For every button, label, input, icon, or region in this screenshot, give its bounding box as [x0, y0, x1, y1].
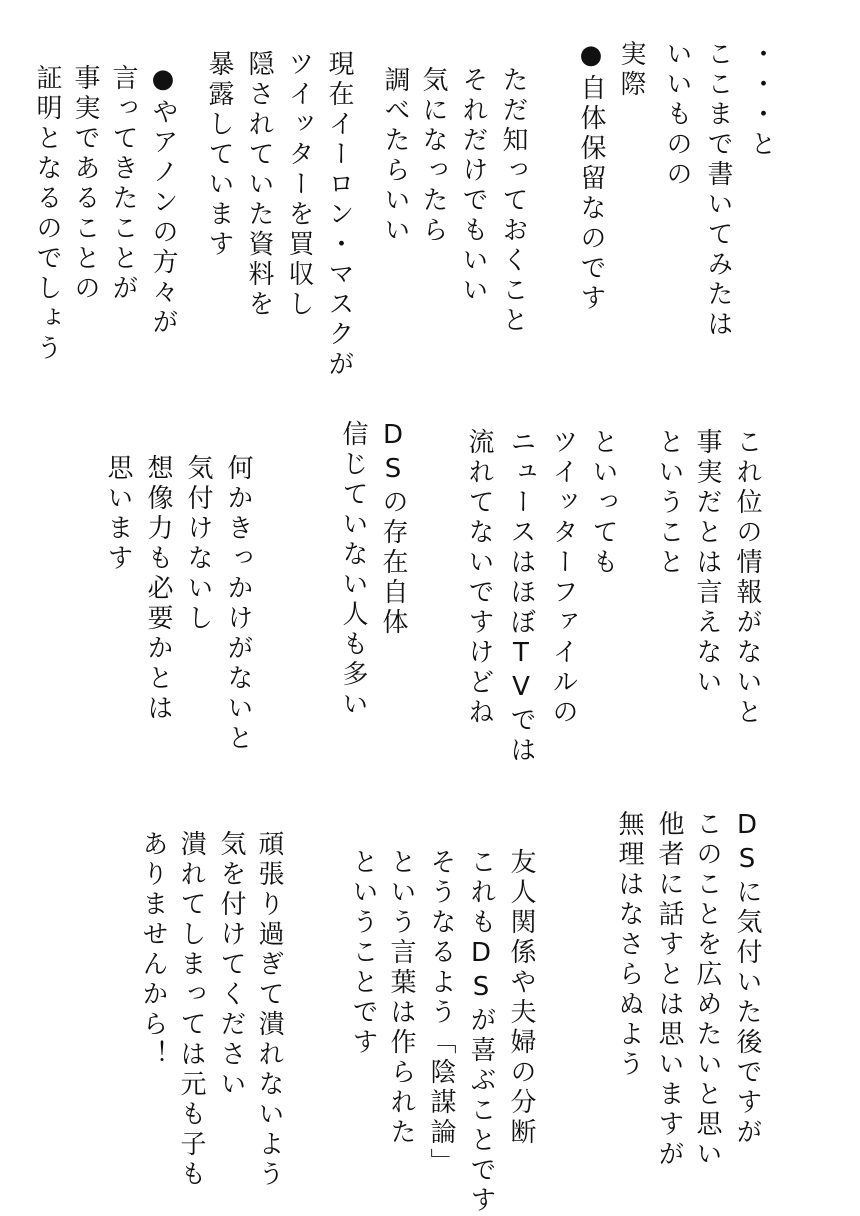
text-column: 気付けないし [183, 454, 213, 634]
text-block-3 [0, 800, 860, 1214]
text-column: 隠されていた資料を [244, 50, 274, 320]
text-column: ・・・と [746, 40, 776, 160]
text-column: 気になったら [418, 66, 448, 246]
text-column: 現在イーロン・マスクが [324, 50, 354, 380]
text-column: DSに気付いた後ですが [732, 810, 762, 1148]
text-column: 流れてないですけどね [464, 428, 494, 728]
text-column: といっても [588, 428, 618, 578]
text-column: 調べたらいい [380, 66, 410, 246]
text-column: それだけでもいい [458, 66, 488, 306]
text-column: 信じていない人も多い [338, 420, 368, 720]
text-column: 言ってきたことが [108, 64, 138, 304]
text-column: という言葉は作られた [386, 848, 416, 1148]
text-block-1 [0, 0, 860, 400]
text-column: いいものの [662, 40, 692, 190]
text-column: DSの存在自体 [378, 420, 408, 638]
text-column: これもDSが喜ぶことです [466, 848, 496, 1216]
text-column: ここまで書いてみたは [703, 40, 733, 340]
text-column: 他者に話すとは思いますが [654, 810, 684, 1170]
text-column: そうなるよう「陰謀論」 [426, 848, 456, 1178]
text-column: ニュースはほぼTVでは [506, 428, 536, 766]
text-column: 気を付けてください [216, 830, 246, 1100]
text-column: 無理はなさらぬよう [614, 810, 644, 1080]
text-column: 何かきっかけがないと [223, 454, 253, 754]
text-column: 事実であることの [70, 64, 100, 304]
text-column: ●やアノンの方々が [148, 64, 178, 338]
text-column: 事実だとは言えない [692, 428, 722, 698]
text-column: 潰れてしまっては元も子も [176, 830, 206, 1190]
text-column: ●自体保留なのです [576, 40, 606, 314]
text-column: 想像力も必要かとは [143, 454, 173, 724]
text-column: ツイッターファイルの [548, 428, 578, 728]
text-column: 頑張り過ぎて潰れないよう [254, 830, 284, 1190]
text-column: これ位の情報がないと [732, 428, 762, 728]
text-column: 暴露しています [204, 50, 234, 260]
text-column: ということです [348, 848, 378, 1058]
text-column: ただ知っておくこと [498, 66, 528, 336]
text-column: ということ [654, 428, 684, 578]
text-column: 友人関係や夫婦の分断 [506, 848, 536, 1148]
text-column: 証明となるのでしょう [32, 64, 62, 364]
text-column: このことを広めたいと思い [692, 810, 722, 1170]
text-column: ありませんから！ [138, 830, 168, 1070]
text-block-2 [0, 400, 860, 800]
text-column: ツイッターを買収し [284, 50, 314, 320]
text-column: 思います [103, 454, 133, 574]
text-column: 実際 [616, 40, 646, 100]
